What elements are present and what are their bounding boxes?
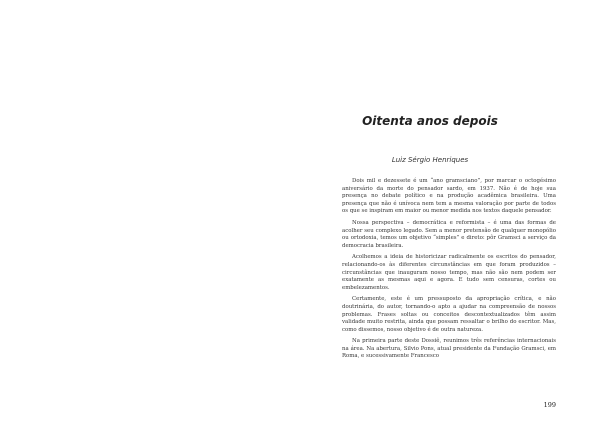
paragraph: Na primeira parte deste Dossiê, reunimos três referências internacionais na área. Na abertura, Silvio Pons, atual presidente da Fundação Gramsci, em Roma, e sucessivamente Francesco — [342, 338, 556, 360]
paragraph: Nossa perspectiva – democrática e reformista – é uma das formas de acolher seu complexo legado. Sem a menor pretensão de qualquer monopólio ou ortodoxia, temos um objetivo “simples” e direto: pôr Gramsci a serviço da democracia brasileira. — [342, 219, 556, 249]
article-title: Oitenta anos depois — [362, 114, 498, 128]
paragraph: Certamente, este é um pressuposto da apropriação crítica, e não doutrinária, do autor, tornando-o apto a ajudar na compreensão de nossos problemas. Frases soltas ou conceitos descontextualizados têm assim validade muito restrita, ainda que possam ressaltar o brilho do escritor. Mas, como dissemos, nosso objetivo é de outra natureza. — [342, 296, 556, 333]
paragraph: Acolhemos a ideia de historicizar radicalmente os escritos do pensador, relacionando-os às diferentes circunstâncias em que foram produzidos – circunstâncias que inauguram nosso tempo, mas não são nem podem ser exatamente as mesmas aqui e agora. E tudo sem censuras, cortes ou embelezamentos. — [342, 254, 556, 291]
article-author: Luiz Sérgio Henriques — [391, 156, 469, 164]
page-number: 199 — [543, 401, 556, 409]
paragraph: Dois mil e dezessete é um “ano gramsciano”, por marcar o octogésimo aniversário da morte do pensador sardo, em 1937. Não é de hoje sua presença no debate político e na produção acadêmica brasileira. Uma presença que não é unívoca nem tem a mesma valoração por parte de todos os que se inspiram em maior ou menor medida nos textos daquele pensador. — [342, 178, 556, 215]
article-body — [342, 178, 556, 365]
